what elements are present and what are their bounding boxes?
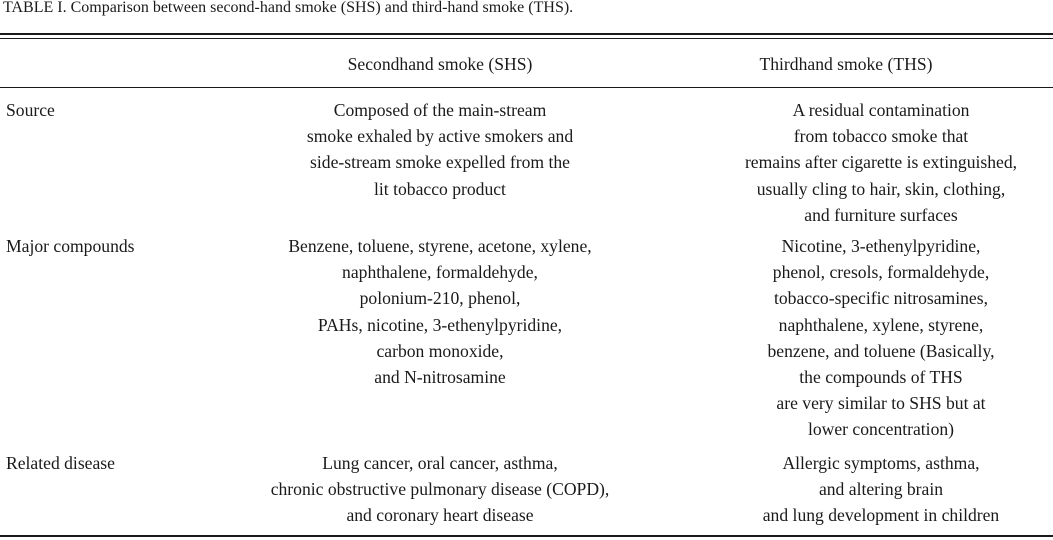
text-line: lit tobacco product (374, 178, 506, 199)
header-rule (0, 87, 1053, 88)
text-line: naphthalene, formaldehyde, (342, 262, 538, 283)
table-caption: TABLE I. Comparison between second-hand smoke (SHS) and third-hand smoke (THS). (3, 0, 574, 16)
text-line: Nicotine, 3-ethenylpyridine, (781, 236, 981, 256)
cell-compounds-ths (709, 233, 1053, 443)
text-line: Composed of the main-stream (333, 100, 547, 120)
text-line: smoke exhaled by active smokers and (306, 126, 574, 147)
text-line: from tobacco smoke that (793, 126, 969, 147)
text-line: Allergic symptoms, asthma, (782, 453, 980, 473)
text-line: and N-nitrosamine (374, 367, 506, 388)
cell-source-shs (233, 97, 647, 202)
text-line: usually cling to hair, skin, clothing, (756, 178, 1006, 199)
cell-source-ths (709, 97, 1053, 228)
text-line: side-stream smoke expelled from the (310, 152, 570, 173)
text-line: the compounds of THS (799, 367, 963, 388)
row-label-major-compounds: Major compounds (6, 236, 135, 256)
text-line: chronic obstructive pulmonary disease (COPD), (270, 479, 610, 500)
text-line: tobacco-specific nitrosamines, (774, 288, 988, 309)
row-label-source: Source (6, 100, 55, 120)
top-rule (0, 33, 1053, 35)
text-line: and lung development in children (762, 505, 1000, 526)
cell-disease-shs (233, 450, 647, 529)
text-line: lower concentration) (807, 419, 955, 440)
text-line: carbon monoxide, (376, 340, 504, 361)
text-line: are very similar to SHS but at (776, 393, 986, 414)
cell-compounds-shs (233, 233, 647, 390)
text-line: Benzene, toluene, styrene, acetone, xylene, (288, 236, 592, 256)
text-line: PAHs, nicotine, 3-ethenylpyridine, (317, 314, 563, 335)
text-line: phenol, cresols, formaldehyde, (772, 262, 990, 283)
header-ths: Thirdhand smoke (THS) (759, 54, 933, 74)
text-line: Lung cancer, oral cancer, asthma, (322, 453, 558, 473)
text-line: benzene, and toluene (Basically, (767, 340, 995, 361)
header-shs: Secondhand smoke (SHS) (347, 54, 533, 74)
text-line: naphthalene, xylene, styrene, (778, 314, 984, 335)
bottom-rule (0, 535, 1053, 537)
row-label-related-disease: Related disease (6, 453, 115, 473)
cell-disease-ths (709, 450, 1053, 529)
text-line: and coronary heart disease (346, 505, 534, 526)
text-line: and furniture surfaces (804, 204, 958, 225)
text-line: polonium-210, phenol, (359, 288, 521, 309)
text-line: remains after cigarette is extinguished, (744, 152, 1018, 173)
text-line: A residual contamination (792, 100, 970, 120)
top-rule-inner (0, 38, 1053, 39)
text-line: and altering brain (818, 479, 944, 500)
